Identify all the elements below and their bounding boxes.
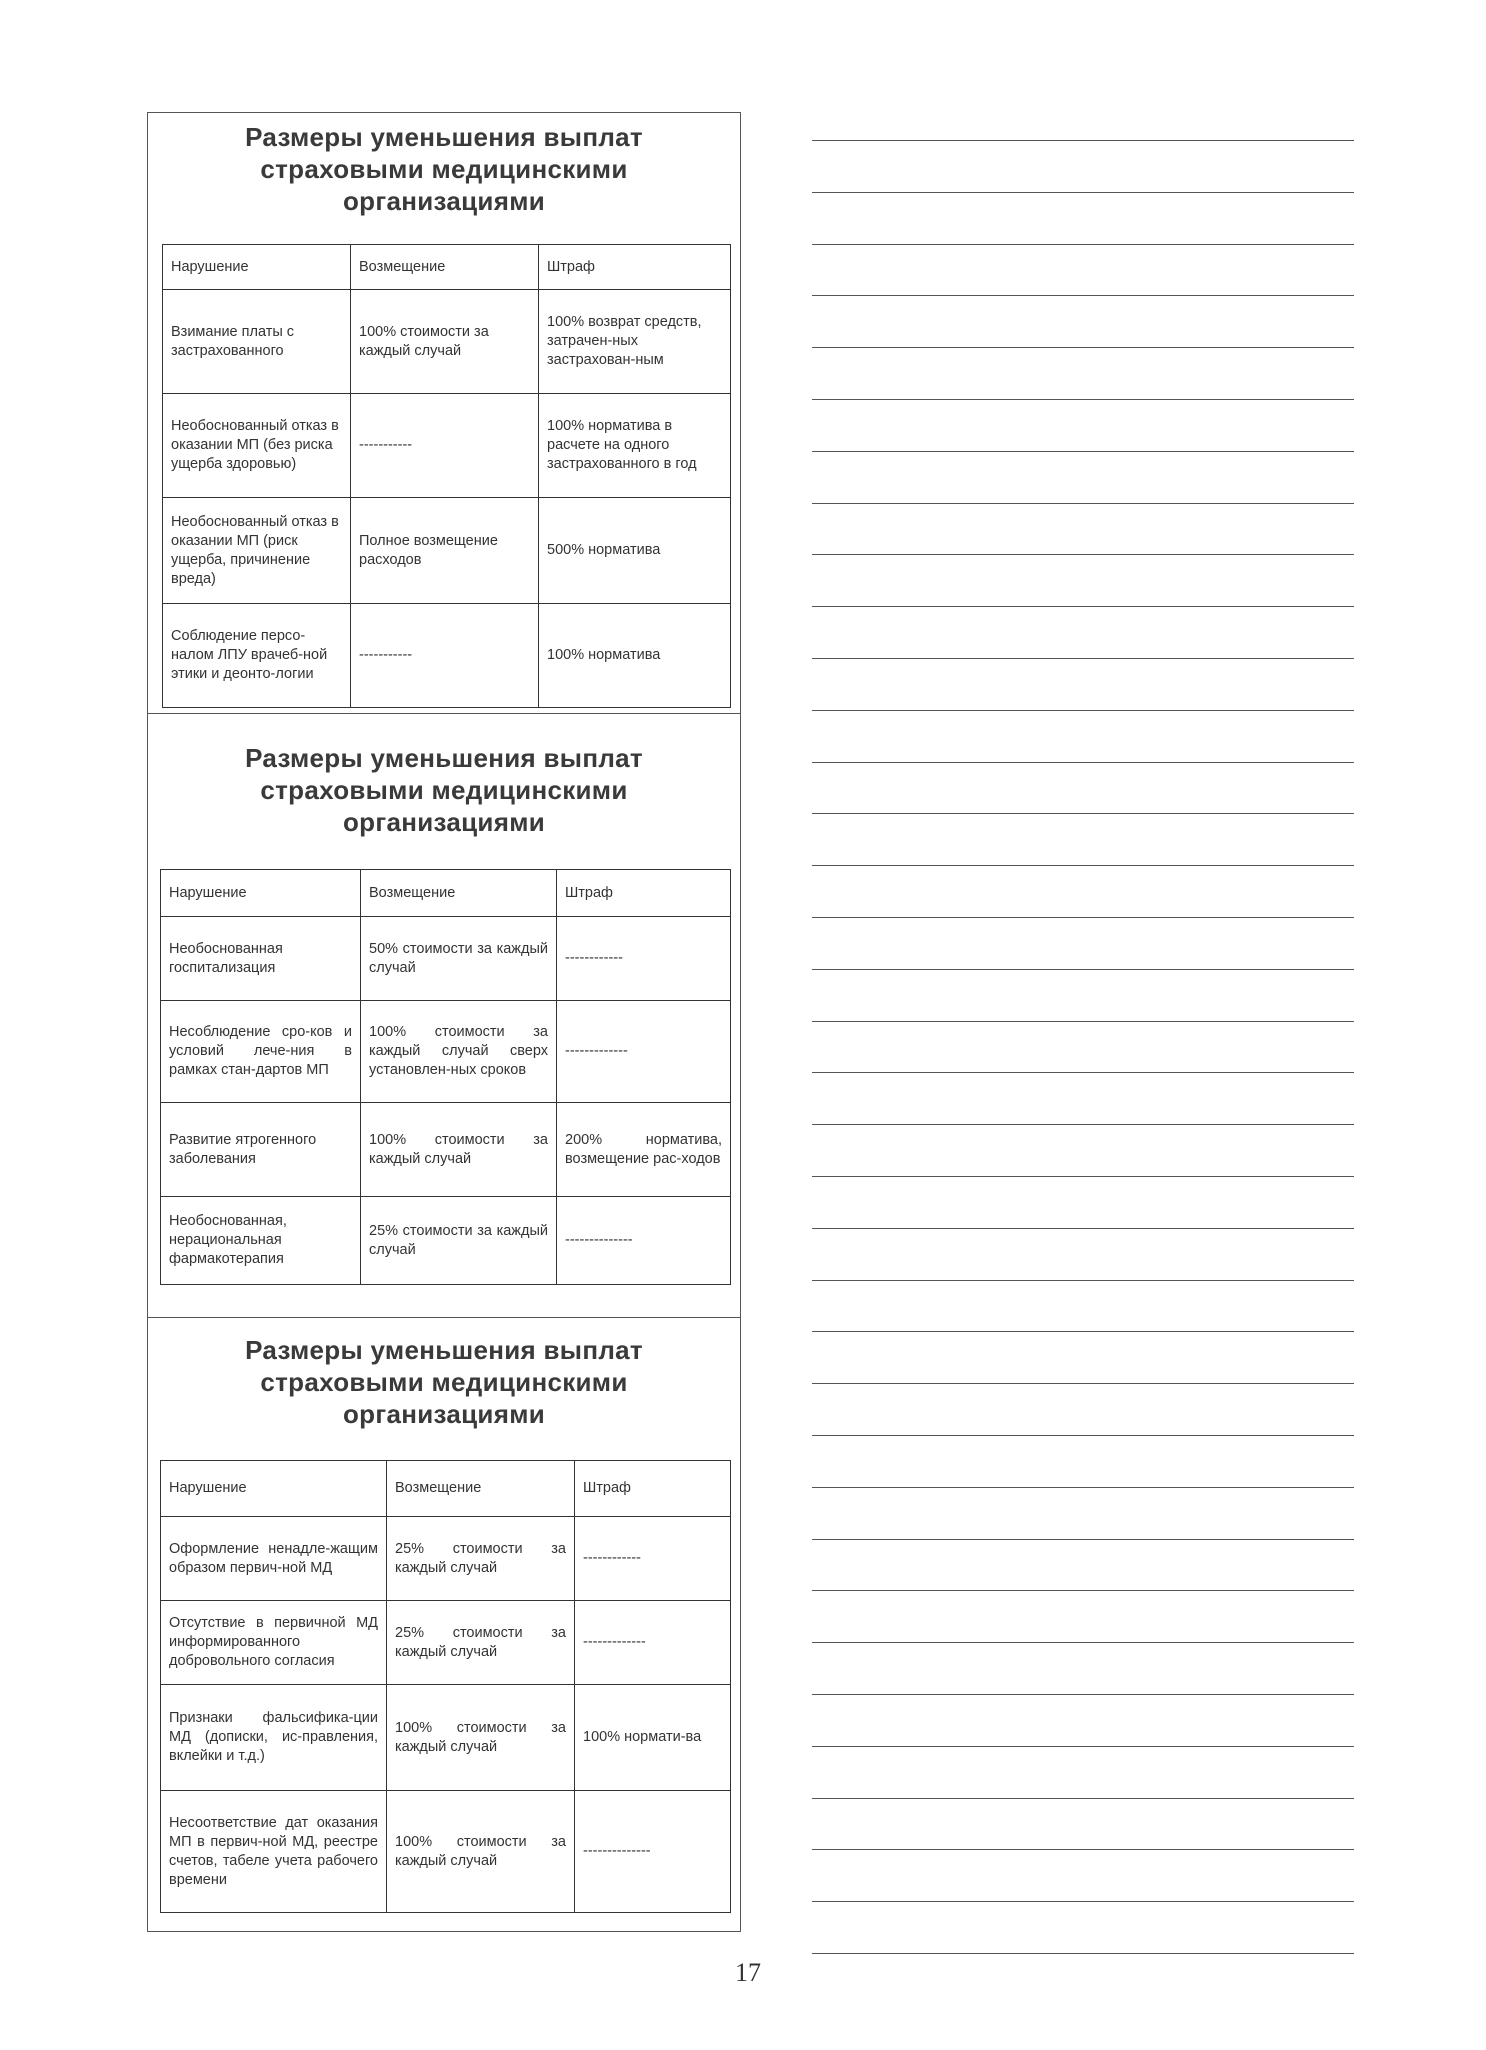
note-line	[812, 1642, 1354, 1643]
cell-fine: --------------	[575, 1791, 731, 1913]
cell-violation: Взимание платы с застрахованного	[163, 290, 351, 394]
note-line	[812, 1435, 1354, 1436]
note-line	[812, 762, 1354, 763]
cell-compensation: 100% стоимости за каждый случай	[361, 1103, 557, 1197]
note-line	[812, 1280, 1354, 1281]
note-line	[812, 1901, 1354, 1902]
notes-area	[812, 0, 1354, 2050]
cell-fine: 100% норматива в расчете на одного застрахованного в год	[539, 394, 731, 498]
note-line	[812, 1746, 1354, 1747]
cell-compensation: Полное возмещение расходов	[351, 498, 539, 604]
header-compensation: Возмещение	[361, 870, 557, 917]
slide-3	[148, 1317, 740, 1933]
table-row	[163, 604, 731, 708]
header-violation: Нарушение	[163, 245, 351, 290]
note-line	[812, 1694, 1354, 1695]
cell-compensation: 50% стоимости за каждый случай	[361, 917, 557, 1001]
table-row	[161, 1685, 731, 1791]
cell-violation: Отсутствие в первичной МД информированного добровольного согласия	[161, 1601, 387, 1685]
table-row	[161, 1103, 731, 1197]
cell-violation: Признаки фальсифика-ции МД (дописки, ис-правления, вклейки и т.д.)	[161, 1685, 387, 1791]
cell-violation: Необоснованный отказ в оказании МП (риск ущерба, причинение вреда)	[163, 498, 351, 604]
note-line	[812, 813, 1354, 814]
note-line	[812, 865, 1354, 866]
header-violation: Нарушение	[161, 870, 361, 917]
cell-violation: Несоответствие дат оказания МП в первич-ной МД, реестре счетов, табеле учета рабочего времени	[161, 1791, 387, 1913]
cell-compensation: -----------	[351, 604, 539, 708]
note-line	[812, 1228, 1354, 1229]
note-line	[812, 1798, 1354, 1799]
table-row	[161, 1601, 731, 1685]
table-row	[161, 1517, 731, 1601]
cell-fine: 100% возврат средств, затрачен-ных застрахован-ным	[539, 290, 731, 394]
cell-violation: Необоснованная госпитализация	[161, 917, 361, 1001]
cell-violation: Несоблюдение сро-ков и условий лече-ния в рамках стан-дартов МП	[161, 1001, 361, 1103]
note-line	[812, 399, 1354, 400]
note-line	[812, 1539, 1354, 1540]
slide-title	[148, 742, 740, 838]
note-line	[812, 1072, 1354, 1073]
title-line: Размеры уменьшения выплат	[245, 122, 643, 152]
cell-fine: ------------	[557, 917, 731, 1001]
title-line: Размеры уменьшения выплат	[245, 1335, 643, 1365]
penalty-table	[160, 1460, 731, 1913]
header-violation: Нарушение	[161, 1461, 387, 1517]
note-line	[812, 295, 1354, 296]
cell-violation: Соблюдение персо-налом ЛПУ врачеб-ной этики и деонто-логии	[163, 604, 351, 708]
cell-violation: Необоснованная, нерациональная фармакотерапия	[161, 1197, 361, 1285]
note-line	[812, 347, 1354, 348]
note-line	[812, 503, 1354, 504]
note-line	[812, 1953, 1354, 1954]
table-header-row	[163, 245, 731, 290]
note-line	[812, 1176, 1354, 1177]
note-line	[812, 451, 1354, 452]
note-line	[812, 1124, 1354, 1125]
title-line: организациями	[342, 1399, 546, 1429]
note-line	[812, 710, 1354, 711]
cell-compensation: 100% стоимости за каждый случай	[351, 290, 539, 394]
header-compensation: Возмещение	[387, 1461, 575, 1517]
penalty-table	[160, 869, 731, 1285]
note-line	[812, 606, 1354, 607]
cell-fine: -------------	[557, 1001, 731, 1103]
header-compensation: Возмещение	[351, 245, 539, 290]
note-line	[812, 140, 1354, 141]
note-line	[812, 917, 1354, 918]
cell-compensation: 100% стоимости за каждый случай сверх установлен-ных сроков	[361, 1001, 557, 1103]
note-line	[812, 1021, 1354, 1022]
note-line	[812, 1590, 1354, 1591]
table-row	[163, 394, 731, 498]
cell-compensation: 25% стоимости за каждый случай	[387, 1517, 575, 1601]
cell-compensation: 100% стоимости за каждый случай	[387, 1685, 575, 1791]
penalty-table	[162, 244, 731, 708]
cell-fine: ------------	[575, 1517, 731, 1601]
title-line: страховыми медицинскими	[260, 154, 628, 184]
cell-compensation: 25% стоимости за каждый случай	[361, 1197, 557, 1285]
table-row	[161, 1197, 731, 1285]
table-row	[161, 1791, 731, 1913]
cell-fine: 200% норматива, возмещение рас-ходов	[557, 1103, 731, 1197]
cell-fine: 100% норматива	[539, 604, 731, 708]
cell-fine: --------------	[557, 1197, 731, 1285]
cell-violation: Оформление ненадле-жащим образом первич-ной МД	[161, 1517, 387, 1601]
page-number: 17	[735, 1958, 761, 1987]
cell-compensation: 100% стоимости за каждый случай	[387, 1791, 575, 1913]
table-row	[163, 290, 731, 394]
table-header-row	[161, 870, 731, 917]
title-line: страховыми медицинскими	[260, 1367, 628, 1397]
title-line: страховыми медицинскими	[260, 775, 628, 805]
cell-fine: 100% нормати-ва	[575, 1685, 731, 1791]
cell-compensation: -----------	[351, 394, 539, 498]
header-fine: Штраф	[539, 245, 731, 290]
slide-1	[148, 113, 740, 713]
cell-violation: Необоснованный отказ в оказании МП (без риска ущерба здоровью)	[163, 394, 351, 498]
title-line: Размеры уменьшения выплат	[245, 743, 643, 773]
cell-fine: -------------	[575, 1601, 731, 1685]
slide-2	[148, 713, 740, 1317]
note-line	[812, 244, 1354, 245]
table-row	[161, 1001, 731, 1103]
title-line: организациями	[342, 186, 546, 216]
note-line	[812, 969, 1354, 970]
header-fine: Штраф	[575, 1461, 731, 1517]
slides-frame	[147, 112, 741, 1932]
note-line	[812, 554, 1354, 555]
note-line	[812, 658, 1354, 659]
note-line	[812, 192, 1354, 193]
table-row	[163, 498, 731, 604]
slide-title	[148, 1334, 740, 1430]
note-line	[812, 1331, 1354, 1332]
note-line	[812, 1849, 1354, 1850]
slide-title	[148, 121, 740, 217]
table-header-row	[161, 1461, 731, 1517]
cell-compensation: 25% стоимости за каждый случай	[387, 1601, 575, 1685]
table-row	[161, 917, 731, 1001]
header-fine: Штраф	[557, 870, 731, 917]
cell-violation: Развитие ятрогенного заболевания	[161, 1103, 361, 1197]
note-line	[812, 1383, 1354, 1384]
title-line: организациями	[342, 807, 546, 837]
cell-fine: 500% норматива	[539, 498, 731, 604]
note-line	[812, 1487, 1354, 1488]
